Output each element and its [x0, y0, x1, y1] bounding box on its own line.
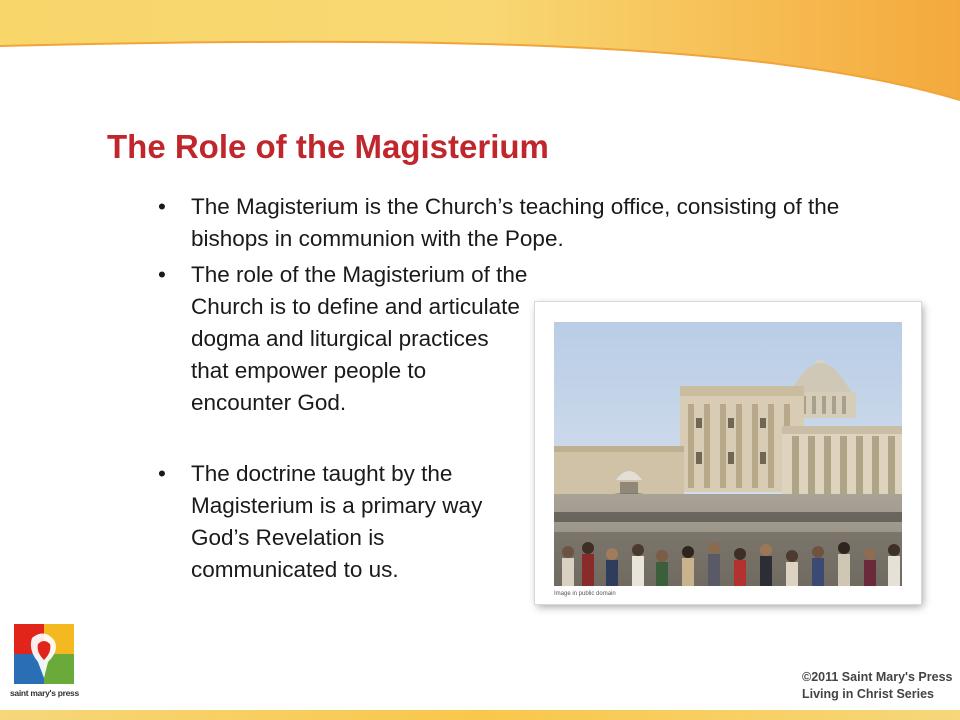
bullet-text: The doctrine taught by the Magisterium is a primary way God’s Revelation is communicated to us.	[191, 461, 483, 582]
copyright-text: ©2011 Saint Mary's Press	[802, 670, 953, 684]
bullet-item-3	[158, 458, 534, 586]
bottom-decorative-band	[0, 710, 960, 720]
bullet-text: The role of the Magisterium of the Church is to define and articulate dogma and liturgical practices that empower people to encounter God.	[191, 262, 528, 415]
bullet-item-2	[158, 259, 530, 419]
image-credit: Image in public domain	[554, 591, 616, 597]
bullet-text: The Magisterium is the Church’s teaching office, consisting of the bishops in communion with the Pope.	[191, 194, 840, 251]
series-text: Living in Christ Series	[802, 687, 934, 701]
bullet-item-1	[158, 191, 898, 255]
slide-title: The Role of the Magisterium	[107, 128, 549, 165]
st-peters-square-photo	[554, 322, 902, 586]
top-decorative-band	[0, 0, 960, 110]
bullet-marker: •	[158, 262, 166, 287]
photo-frame	[535, 302, 921, 604]
logo-wordmark: saint mary's press	[10, 688, 79, 698]
footer	[802, 669, 952, 703]
bullet-marker: •	[158, 461, 166, 486]
bullet-marker: •	[158, 194, 166, 219]
